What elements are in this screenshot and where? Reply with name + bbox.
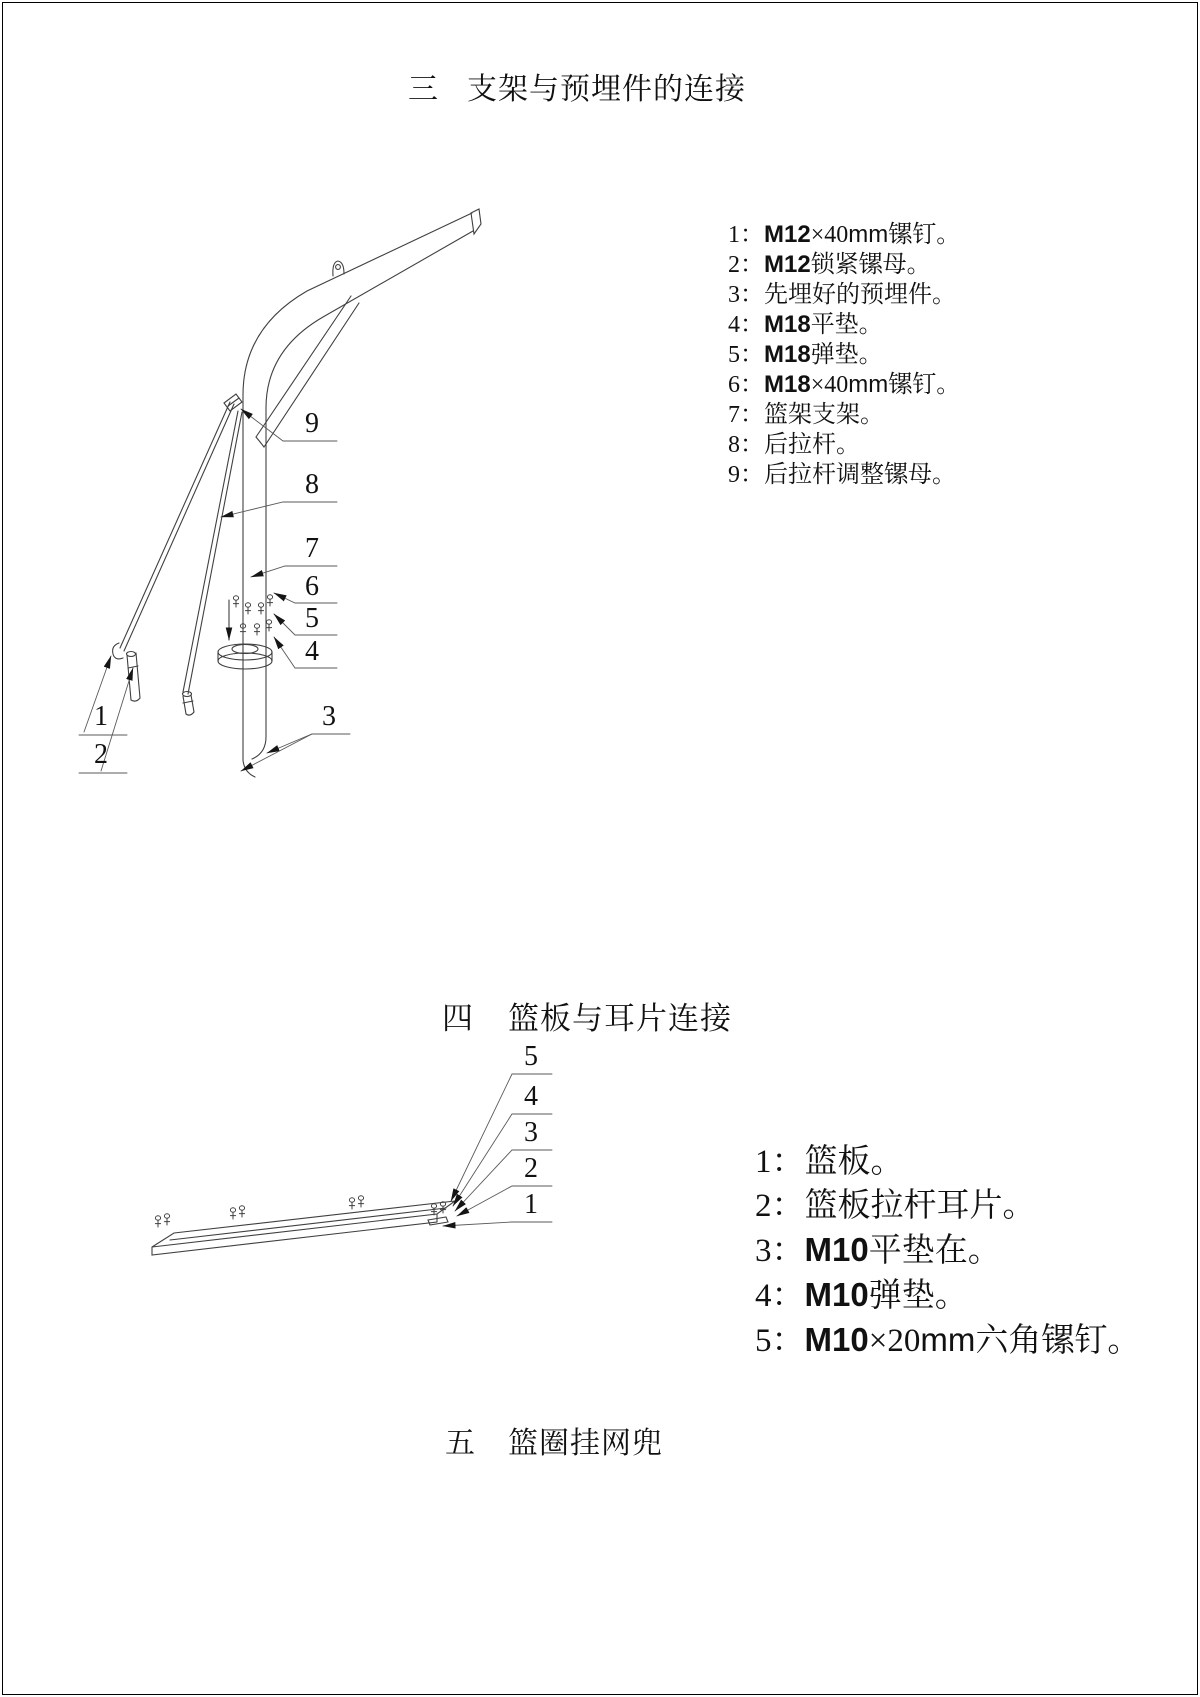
section5-heading-number: 五 bbox=[445, 1427, 476, 1460]
callout-number-6: 6 bbox=[305, 571, 319, 602]
callout-number-1: 1 bbox=[94, 701, 108, 732]
section3-heading-number: 三 bbox=[408, 73, 439, 106]
section3-parts-list bbox=[728, 220, 1028, 490]
callout-number-5: 5 bbox=[524, 1041, 538, 1072]
backboard-drawing bbox=[152, 1196, 455, 1255]
callout-number-5: 5 bbox=[305, 603, 319, 634]
parts-list-item: 3：M10平垫在。 bbox=[755, 1231, 1001, 1269]
section3-heading-title: 支架与预埋件的连接 bbox=[467, 73, 746, 106]
callout-number-2: 2 bbox=[94, 739, 108, 770]
parts-list-item: 7：篮架支架。 bbox=[728, 402, 884, 428]
section5-heading bbox=[445, 1418, 663, 1462]
parts-list-item: 2：M12锁紧镙母。 bbox=[728, 251, 931, 278]
parts-list-item: 2：篮板拉杆耳片。 bbox=[755, 1188, 1036, 1224]
callout-number-9: 9 bbox=[305, 408, 319, 439]
parts-list-item: 6：M18×40mm镙钉。 bbox=[728, 371, 961, 398]
callout-number-4: 4 bbox=[305, 636, 319, 667]
callout-number-8: 8 bbox=[305, 469, 319, 500]
callout-number-4: 4 bbox=[524, 1081, 538, 1112]
section4-heading bbox=[442, 993, 732, 1038]
parts-list-item: 5：M18弹垫。 bbox=[728, 341, 883, 368]
parts-list-item: 9：后拉杆调整镙母。 bbox=[728, 462, 956, 488]
section4-heading-number: 四 bbox=[442, 1001, 474, 1036]
callout-number-1: 1 bbox=[524, 1189, 538, 1220]
callout-number-2: 2 bbox=[524, 1153, 538, 1184]
section4-heading-title: 篮板与耳片连接 bbox=[508, 1001, 732, 1036]
callout-number-7: 7 bbox=[305, 533, 319, 564]
parts-list-item: 3：先埋好的预埋件。 bbox=[728, 282, 956, 308]
parts-list-item: 4：M18平垫。 bbox=[728, 311, 883, 338]
parts-list-item: 1：篮板。 bbox=[755, 1144, 904, 1180]
parts-list-item: 4：M10弹垫。 bbox=[755, 1276, 968, 1314]
parts-list-item: 8：后拉杆。 bbox=[728, 432, 860, 458]
callout-number-3: 3 bbox=[524, 1117, 538, 1148]
callout-number-3: 3 bbox=[322, 701, 336, 732]
parts-list-item: 5：M10×20mm六角镙钉。 bbox=[755, 1321, 1141, 1359]
section3-heading bbox=[408, 64, 746, 108]
section5-heading-title: 篮圈挂网兜 bbox=[508, 1427, 663, 1460]
parts-list-item: 1：M12×40mm镙钉。 bbox=[728, 221, 961, 248]
section4-parts-list bbox=[755, 1140, 1141, 1363]
